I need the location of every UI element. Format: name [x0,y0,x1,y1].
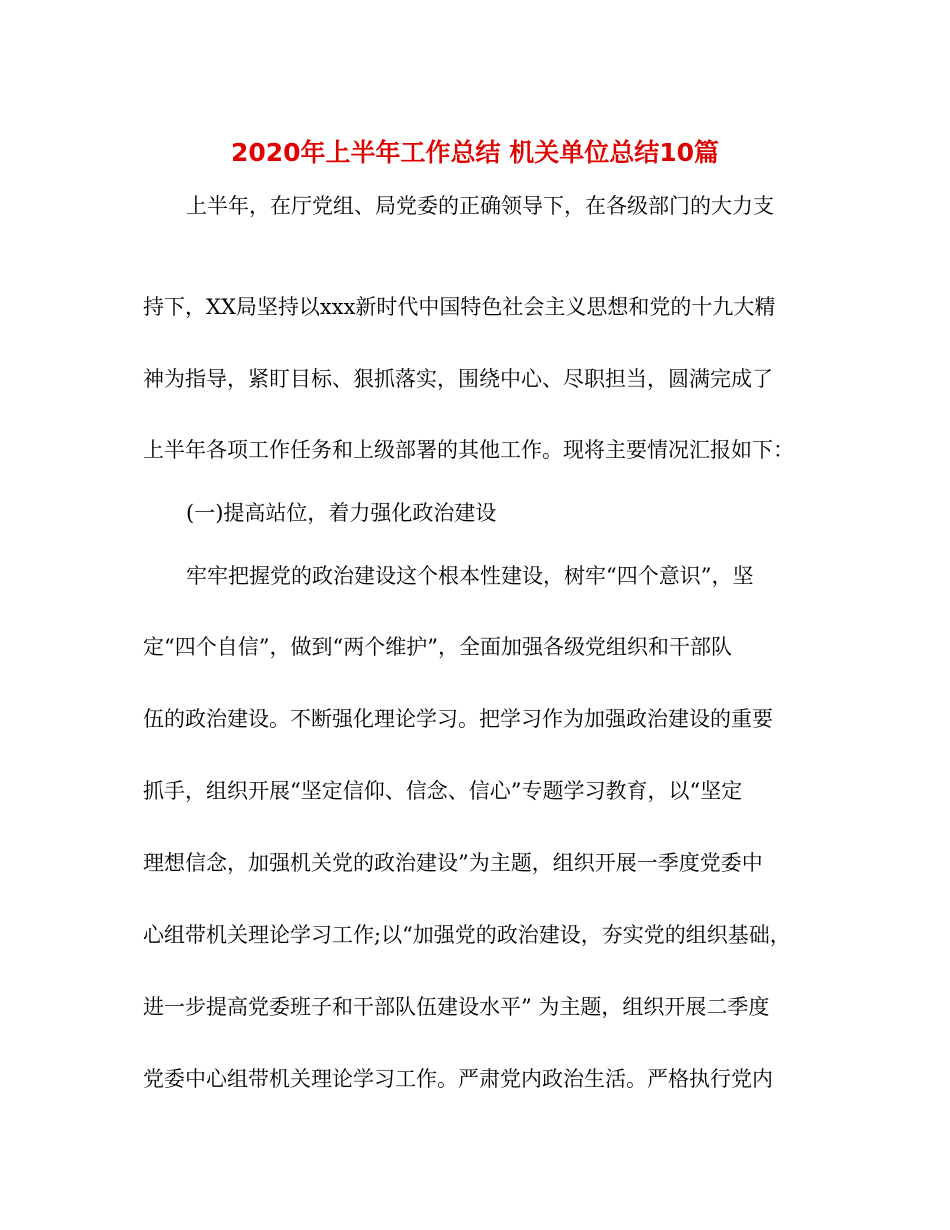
paragraph-line: 心组带机关理论学习工作;以“加强党的政治建设，夯实党的组织基础， [143,923,791,947]
paragraph-line: 理想信念，加强机关党的政治建设”为主题，组织开展一季度党委中 [143,851,763,875]
paragraph-line: 党委中心组带机关理论学习工作。严肃党内政治生活。严格执行党内 [143,1067,773,1091]
paragraph-line: 进一步提高党委班子和干部队伍建设水平” 为主题，组织开展二季度 [143,995,770,1019]
paragraph-line: 上半年，在厅党组、局党委的正确领导下，在各级部门的大力支 [186,194,774,218]
paragraph-line: 定“四个自信”，做到“两个维护”，全面加强各级党组织和干部队 [143,635,732,659]
paragraph-line: 抓手，组织开展“坚定信仰、信念、信心”专题学习教育，以“坚定 [143,779,743,803]
document-title: 2020年上半年工作总结 机关单位总结10篇 [230,138,720,167]
paragraph-line: 神为指导，紧盯目标、狠抓落实，围绕中心、尽职担当，圆满完成了 [143,367,773,391]
paragraph-line: 伍的政治建设。不断强化理论学习。把学习作为加强政治建设的重要 [143,707,773,731]
paragraph-line: 持下，XX局坚持以xxx新时代中国特色社会主义思想和党的十九大精 [143,295,776,319]
paragraph-line: 上半年各项工作任务和上级部署的其他工作。现将主要情况汇报如下： [143,438,794,462]
paragraph-line: 牢牢把握党的政治建设这个根本性建设，树牢“四个意识”，坚 [186,564,754,588]
section-heading: (一)提高站位，着力强化政治建设 [186,501,497,525]
